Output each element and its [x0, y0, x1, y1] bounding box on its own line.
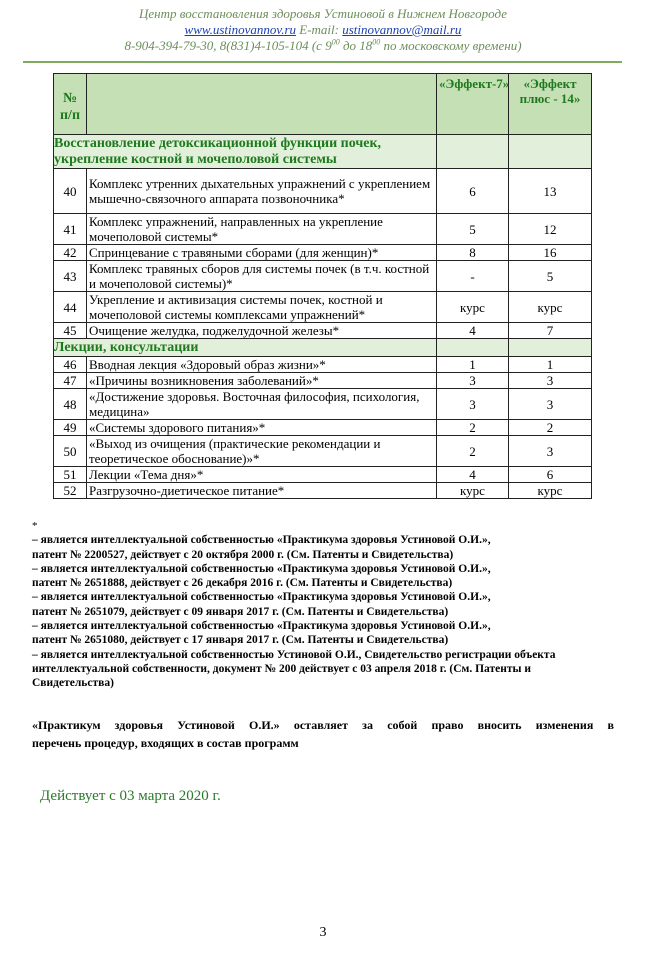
row-number: 42	[54, 245, 87, 261]
procedure-name: Комплекс травяных сборов для системы почек (в т.ч. костной и мочеполовой системы)*	[87, 261, 437, 292]
procedure-name: Комплекс утренних дыхательных упражнений с укреплением мышечно-связочного аппарата позвоночника*	[87, 169, 437, 214]
effect14-value: курс	[509, 483, 592, 499]
table-row	[54, 292, 592, 323]
row-number: 52	[54, 483, 87, 499]
footnote-line: патент № 2651079, действует с 09 января 2017 г. (См. Патенты и Свидетельства)	[32, 605, 449, 618]
effect14-value: 3	[509, 373, 592, 389]
effect14-value: 13	[509, 169, 592, 214]
table-row	[54, 245, 592, 261]
column-header-effect14: «Эффект плюс - 14»	[509, 74, 592, 135]
procedure-name: «Системы здорового питания»*	[87, 420, 437, 436]
disclaimer-line-1: «Практикум здоровья Устиновой О.И.» оставляет за собой право вносить изменения в	[32, 718, 614, 732]
footnote-line: – является интеллектуальной собственностью Устиновой О.И., Свидетельство регистрации объекта	[32, 648, 556, 661]
procedure-name: «Причины возникновения заболеваний»*	[87, 373, 437, 389]
program-table	[53, 73, 592, 499]
effect14-value: 16	[509, 245, 592, 261]
effect7-value: 5	[437, 214, 509, 245]
row-number: 40	[54, 169, 87, 214]
column-header-name	[87, 74, 437, 135]
effect7-value: 1	[437, 357, 509, 373]
table-row	[54, 420, 592, 436]
footnote-line: интеллектуальной собственности, документ № 200 действует с 03 апреля 2018 г. (См. Патенты и	[32, 662, 532, 675]
row-number: 45	[54, 323, 87, 339]
row-number: 51	[54, 467, 87, 483]
valid-from: Действует с 03 марта 2020 г.	[40, 788, 221, 804]
procedure-name: Очищение желудка, поджелудочной железы*	[87, 323, 437, 339]
column-header-num: № п/п	[54, 74, 87, 135]
row-number: 43	[54, 261, 87, 292]
procedure-name: «Выход из очищения (практические рекомендации и теоретическое обоснование)»*	[87, 436, 437, 467]
row-number: 50	[54, 436, 87, 467]
section-empty-cell	[437, 135, 509, 169]
section-empty-cell	[509, 135, 592, 169]
section-row	[54, 339, 592, 357]
table-row	[54, 323, 592, 339]
effect14-value: 5	[509, 261, 592, 292]
footnote-line: патент № 2651888, действует с 26 декабря 2016 г. (См. Патенты и Свидетельства)	[32, 577, 453, 590]
email-label: E-mail:	[299, 22, 339, 37]
effect7-value: курс	[437, 292, 509, 323]
column-header-effect7: «Эффект-7»	[437, 74, 509, 135]
footnote-line: – является интеллектуальной собственностью «Практикума здоровья Устиновой О.И.»,	[32, 534, 491, 547]
effect7-value: 4	[437, 467, 509, 483]
procedure-name: Разгрузочно-диетическое питание*	[87, 483, 437, 499]
effect7-value: 6	[437, 169, 509, 214]
hours-tail: по московскому времени)	[380, 38, 522, 53]
table-row	[54, 389, 592, 420]
table-row	[54, 261, 592, 292]
row-number: 44	[54, 292, 87, 323]
row-number: 47	[54, 373, 87, 389]
section-empty-cell	[437, 339, 509, 357]
table-row	[54, 467, 592, 483]
footnote-line: патент № 2200527, действует с 20 октября 2000 г. (См. Патенты и Свидетельства)	[32, 548, 454, 561]
procedure-name: Комплекс упражнений, направленных на укрепление мочеполовой системы*	[87, 214, 437, 245]
procedure-name: Укрепление и активизация системы почек, костной и мочеполовой системы комплексами упражнений*	[87, 292, 437, 323]
footnote-line: – является интеллектуальной собственностью «Практикума здоровья Устиновой О.И.»,	[32, 562, 491, 575]
procedure-name: Вводная лекция «Здоровый образ жизни»*	[87, 357, 437, 373]
row-number: 48	[54, 389, 87, 420]
email-link[interactable]: ustinovannov@mail.ru	[342, 22, 462, 37]
footnote-line: – является интеллектуальной собственностью «Практикума здоровья Устиновой О.И.»,	[32, 591, 491, 604]
table-row	[54, 483, 592, 499]
effect7-value: 3	[437, 373, 509, 389]
letterhead-phones	[0, 38, 646, 54]
letterhead-title: Центр восстановления здоровья Устиновой в Нижнем Новгороде	[139, 6, 507, 21]
effect14-value: курс	[509, 292, 592, 323]
procedure-name: «Достижение здоровья. Восточная философия, психология, медицина»	[87, 389, 437, 420]
footnote-line: Свидетельства)	[32, 677, 114, 690]
disclaimer	[32, 716, 614, 752]
section-title: Восстановление детоксикационной функции почек, укрепление костной и мочеполовой системы	[54, 135, 437, 169]
effect14-value: 7	[509, 323, 592, 339]
row-number: 46	[54, 357, 87, 373]
section-row	[54, 135, 592, 169]
effect7-value: 4	[437, 323, 509, 339]
table-header-row	[54, 74, 592, 135]
footnotes	[32, 519, 622, 691]
hours-from-sup: 00	[331, 37, 340, 47]
effect14-value: 1	[509, 357, 592, 373]
effect14-value: 3	[509, 389, 592, 420]
footnote-marker: *	[32, 520, 38, 532]
effect7-value: -	[437, 261, 509, 292]
effect7-value: 2	[437, 436, 509, 467]
section-title: Лекции, консультации	[54, 339, 437, 357]
table-row	[54, 214, 592, 245]
row-number: 49	[54, 420, 87, 436]
effect7-value: 8	[437, 245, 509, 261]
letterhead-contacts	[0, 22, 646, 38]
table-row	[54, 169, 592, 214]
effect7-value: курс	[437, 483, 509, 499]
table-row	[54, 373, 592, 389]
row-number: 41	[54, 214, 87, 245]
table-row	[54, 357, 592, 373]
footnote-line: патент № 2651080, действует с 17 января 2017 г. (См. Патенты и Свидетельства)	[32, 634, 449, 647]
disclaimer-line-2: перечень процедур, входящих в состав программ	[32, 736, 299, 750]
header-divider	[23, 61, 622, 63]
phones-text: 8-904-394-79-30, 8(831)4-105-104 (с 9	[124, 38, 332, 53]
effect7-value: 2	[437, 420, 509, 436]
footnote-line: – является интеллектуальной собственностью «Практикума здоровья Устиновой О.И.»,	[32, 620, 491, 633]
effect14-value: 12	[509, 214, 592, 245]
effect7-value: 3	[437, 389, 509, 420]
procedure-name: Лекции «Тема дня»*	[87, 467, 437, 483]
effect14-value: 3	[509, 436, 592, 467]
effect14-value: 6	[509, 467, 592, 483]
section-empty-cell	[509, 339, 592, 357]
procedure-name: Спринцевание с травяными сборами (для женщин)*	[87, 245, 437, 261]
website-link[interactable]: www.ustinovannov.ru	[184, 22, 297, 37]
hours-mid: до 18	[339, 38, 373, 53]
page-number: 3	[319, 925, 327, 940]
table-row	[54, 436, 592, 467]
hours-to-sup: 00	[372, 37, 381, 47]
effect14-value: 2	[509, 420, 592, 436]
